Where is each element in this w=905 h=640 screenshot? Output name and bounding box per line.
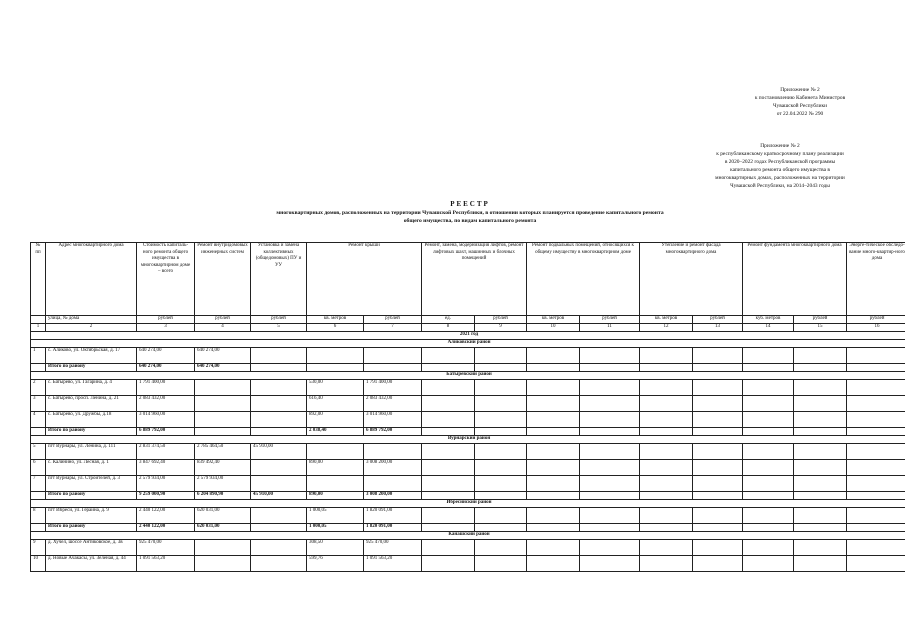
unit-cell: кв. метров [527,316,580,324]
total-cost: 6 889 792,00 [137,428,195,436]
document-subtitle-line1: многоквартирных домов, расположенных на территории Чувашской Республики, в отношении которых планируется проведение капитального ремонта [276,210,664,216]
row-internal: 640 274,00 [195,348,251,364]
table-row [31,540,905,556]
row-roof-cost: 1 791 400,00 [364,380,422,396]
row-address: пгт Вурнары, ул. Строителей, д. 3 [46,476,137,492]
row-internal [195,412,251,428]
appendix-header-1 [735,86,865,118]
row-address: с. Аликово, ул. Октябрьская, д. 17 [46,348,137,364]
row-num: 8 [31,508,46,524]
row-internal [195,396,251,412]
row-internal: 2 579 934,00 [195,476,251,492]
district-name: Канашский район [31,532,905,540]
total-internal: 640 274,00 [195,364,251,372]
unit-cell: рублей [794,316,847,324]
appendix1-line3: Чувашской Республики [773,103,827,109]
header-facade: Утепление и ремонт фасада многоквартирного дома [640,243,743,316]
district-row [31,532,905,540]
row-meters [251,508,307,524]
appendix1-line1: Приложение № 2 [780,87,820,93]
total-meters: 45 910,00 [251,492,307,500]
row-cost: 1 091 563,20 [137,556,195,572]
appendix2-line5: многоквартирных домах, расположенных на территории [715,175,845,181]
row-roof-area: 308,50 [307,540,364,556]
row-roof-cost: 3 014 960,00 [364,412,422,428]
row-meters: 45 910,00 [251,444,307,460]
total-label: Итого по району [46,524,137,532]
row-num: 10 [31,556,46,572]
row-roof-area: 616,40 [307,396,364,412]
unit-cell: рублей [195,316,251,324]
header-num: № пп [31,243,46,316]
column-numbers-row [31,324,905,332]
row-address: д. Новые Ачакасы, ул. Зеленая, д. 44 [46,556,137,572]
row-roof-cost: 925 470,00 [364,540,422,556]
unit-cell: ед. [422,316,475,324]
appendix2-line4: капитального ремонта общего имущества в [730,167,830,173]
column-number: 4 [195,324,251,332]
row-meters [251,380,307,396]
row-address: с. Батырево, просп. Ленина, д. 21 [46,396,137,412]
total-roof-cost: 6 889 792,00 [364,428,422,436]
appendix2-line2: к республиканскому краткосрочному плану реализации [716,151,844,157]
total-roof-cost [364,364,422,372]
unit-cell: рублей [251,316,307,324]
document-title-block [120,200,820,225]
district-row [31,500,905,508]
units-row [31,316,905,324]
row-meters [251,348,307,364]
district-name: Батыревский район [31,372,905,380]
registry-table [30,242,905,572]
row-roof-cost [364,348,422,364]
column-number: 3 [137,324,195,332]
unit-cell: кв. метров [640,316,693,324]
column-number: 16 [847,324,905,332]
document-title: РЕЕСТР [450,200,490,208]
row-address: пгт Вурнары, ул. Ленина, д. 111 [46,444,137,460]
row-roof-cost: 2 083 432,00 [364,396,422,412]
district-total-row [31,524,905,532]
total-label: Итого по району [46,492,137,500]
table-row [31,508,905,524]
total-meters [251,364,307,372]
district-total-row [31,364,905,372]
total-label: Итого по району [46,428,137,436]
header-energy-audit: Энерге-тическое обследо-вание много-квартир-ного дома [847,243,905,316]
district-name: Ибресинский район [31,500,905,508]
appendix2-line3: в 2020–2022 годах Республиканской программы [724,159,836,165]
row-internal: 839 492,40 [195,460,251,476]
row-cost: 925 470,00 [137,540,195,556]
row-num: 3 [31,396,46,412]
header-row [31,243,905,316]
row-cost: 640 274,00 [137,348,195,364]
row-address: с. Батырево, ул. Гагарина, д. 4 [46,380,137,396]
unit-cell: рублей [693,316,743,324]
row-roof-cost: 1 091 563,20 [364,556,422,572]
column-number: 9 [475,324,527,332]
row-roof-cost: 1 820 091,00 [364,508,422,524]
header-roof: Ремонт крыши [307,243,422,316]
row-address: с. Батырево, ул. Дружбы, д.18 [46,412,137,428]
unit-cell: рублей [580,316,640,324]
appendix1-line2: к постановлению Кабинета Министров [754,95,846,101]
row-meters [251,556,307,572]
row-roof-area: 1 000,05 [307,508,364,524]
table-row [31,460,905,476]
total-roof-cost: 1 820 091,00 [364,524,422,532]
row-internal [195,556,251,572]
column-number: 2 [46,324,137,332]
unit-cell: куб. метров [743,316,794,324]
table-row [31,412,905,428]
total-cost: 9 259 000,90 [137,492,195,500]
district-name: Вурнарский район [31,436,905,444]
header-cost-total: Стоимость капиталь-ного ремонта общего имущества в многоквартирном доме – всего [137,243,195,316]
total-meters [251,428,307,436]
row-num: 5 [31,444,46,460]
row-roof-area [307,444,364,460]
column-number: 6 [307,324,364,332]
column-number: 11 [580,324,640,332]
row-meters [251,412,307,428]
row-roof-area: 530,00 [307,380,364,396]
header-basement: Ремонт подвальных помещений, относящихся к общему имуществу в многоквартирном доме [527,243,640,316]
district-row [31,436,905,444]
table-row [31,396,905,412]
table-row [31,380,905,396]
row-num: 4 [31,412,46,428]
total-roof-cost: 3 008 200,00 [364,492,422,500]
table-row [31,348,905,364]
row-meters [251,460,307,476]
column-number: 10 [527,324,580,332]
total-roof-area: 2 038,40 [307,428,364,436]
total-meters [251,524,307,532]
row-num: 1 [31,348,46,364]
row-roof-area: 599,76 [307,556,364,572]
total-internal: 620 031,00 [195,524,251,532]
row-roof-cost [364,444,422,460]
table-row [31,556,905,572]
row-num: 6 [31,460,46,476]
row-cost: 2 831 374,50 [137,444,195,460]
row-internal: 620 031,00 [195,508,251,524]
row-roof-area [307,476,364,492]
unit-cell: кв. метров [307,316,364,324]
row-cost: 2 440 122,00 [137,508,195,524]
row-internal [195,380,251,396]
row-internal [195,540,251,556]
column-number: 8 [422,324,475,332]
year-label: 2021 год [31,332,905,340]
column-number: 7 [364,324,422,332]
row-cost: 3 847 692,40 [137,460,195,476]
total-cost: 640 274,00 [137,364,195,372]
row-meters [251,396,307,412]
header-elevators: Ремонт, замена, модернизация лифтов, ремонт лифтовых шахт, машинных и блочных помещений [422,243,527,316]
year-row [31,332,905,340]
row-roof-area [307,348,364,364]
header-meters: Установка и замена коллективных (общедомовых) ПУ и УУ [251,243,307,316]
row-address: с. Калинино, ул. Лесная, д. 1 [46,460,137,476]
total-internal [195,428,251,436]
district-name: Аликовский район [31,340,905,348]
unit-cell: рублей [364,316,422,324]
row-cost: 3 014 960,00 [137,412,195,428]
unit-cell: рублей [137,316,195,324]
row-num: 9 [31,540,46,556]
column-number: 15 [794,324,847,332]
total-cost: 2 440 122,00 [137,524,195,532]
row-cost: 2 083 432,00 [137,396,195,412]
row-roof-area: 890,00 [307,460,364,476]
column-number: 13 [693,324,743,332]
column-number: 12 [640,324,693,332]
row-roof-cost [364,476,422,492]
appendix-header-2 [685,142,875,190]
row-meters [251,540,307,556]
row-cost: 2 579 934,00 [137,476,195,492]
appendix1-line4: от 22.04.2022 № 290 [776,111,824,117]
total-internal: 6 204 890,90 [195,492,251,500]
header-address: Адрес многоквартирного дома [46,243,137,316]
total-roof-area: 1 000,05 [307,524,364,532]
row-roof-cost: 3 008 200,00 [364,460,422,476]
table-row [31,476,905,492]
row-num: 2 [31,380,46,396]
total-roof-area [307,364,364,372]
row-num: 7 [31,476,46,492]
total-roof-area: 890,00 [307,492,364,500]
appendix2-line1: Приложение № 2 [760,143,800,149]
header-foundation: Ремонт фундамента многоквартирного дома [743,243,847,316]
column-number: 5 [251,324,307,332]
row-address: д. Хучел, шоссе Антиковское, д. 3в [46,540,137,556]
unit-cell: рублей [847,316,905,324]
table-row [31,444,905,460]
district-total-row [31,492,905,500]
district-row [31,340,905,348]
total-label: Итого по району [46,364,137,372]
header-internal-systems: Ремонт внутридомовых инженерных систем [195,243,251,316]
district-total-row [31,428,905,436]
unit-cell: рублей [475,316,527,324]
column-number: 14 [743,324,794,332]
column-number: 1 [31,324,46,332]
document-subtitle-line2: общего имущества, по видам капитального ремонта [403,218,537,224]
unit-cell [31,316,46,324]
row-roof-area: 892,00 [307,412,364,428]
row-meters [251,476,307,492]
appendix2-line6: Чувашской Республики, на 2014–2043 годы [730,183,830,189]
row-cost: 1 791 400,00 [137,380,195,396]
district-row [31,372,905,380]
unit-cell: улица, № дома [46,316,137,324]
row-address: пгт Ибреси, ул. Гераина, д. 9 [46,508,137,524]
row-internal: 2 785 464,50 [195,444,251,460]
